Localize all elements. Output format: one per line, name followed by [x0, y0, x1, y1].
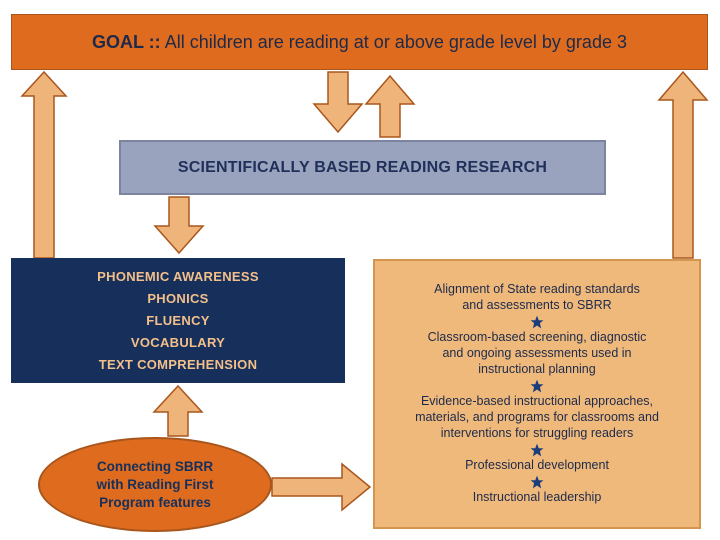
arrow-right-connector-to-features [272, 464, 370, 510]
feature-item: Alignment of State reading standards and assessments to SBRR [434, 282, 640, 312]
component-item: FLUENCY [146, 312, 210, 328]
arrow-up-connector-to-components [154, 386, 202, 436]
arrow-down-goal-to-research [314, 72, 362, 132]
star-icon [530, 379, 544, 393]
star-icon [530, 475, 544, 489]
star-icon [530, 443, 544, 457]
arrow-up-research-to-goal [366, 76, 414, 137]
arrow-up-right [659, 72, 707, 258]
arrow-up-left [22, 72, 66, 258]
feature-item: Instructional leadership [472, 490, 602, 504]
reading-components-box [11, 258, 345, 383]
research-title: SCIENTIFICALLY BASED READING RESEARCH [177, 158, 548, 176]
connector-ellipse [38, 437, 272, 532]
connector-line: with Reading First [96, 476, 214, 492]
component-item: PHONICS [147, 290, 209, 306]
goal-banner [11, 14, 708, 70]
goal-statement: All children are reading at or above grade level by grade 3 [164, 31, 627, 52]
component-item: VOCABULARY [130, 334, 226, 350]
star-icon [530, 315, 544, 329]
feature-item: Evidence-based instructional approaches, materials, and programs for classrooms and interventions for struggling readers [415, 394, 659, 440]
program-features-box [373, 259, 701, 529]
goal-label: GOAL :: [92, 31, 161, 52]
research-box [119, 140, 606, 195]
connector-line: Program features [99, 494, 211, 510]
feature-item: Classroom-based screening, diagnostic and ongoing assessments used in instructional planning [427, 330, 647, 376]
component-item: PHONEMIC AWARENESS [97, 268, 259, 284]
connector-line: Connecting SBRR [96, 458, 214, 474]
component-item: TEXT COMPREHENSION [98, 356, 258, 372]
feature-item: Professional development [465, 458, 609, 472]
arrow-down-research-to-components [155, 197, 203, 253]
